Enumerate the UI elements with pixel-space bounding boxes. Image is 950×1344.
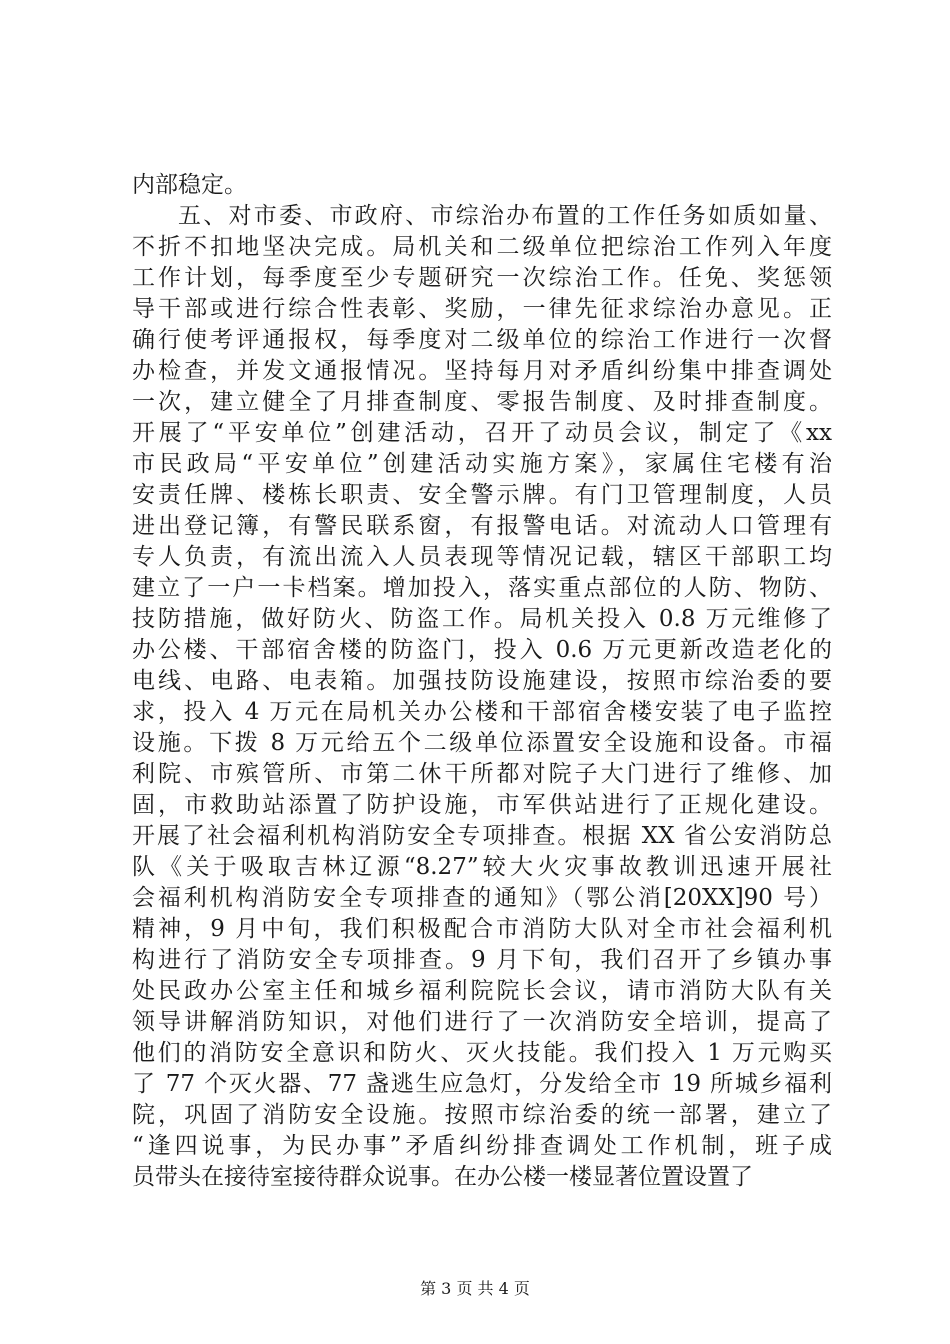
text-line: 安责任牌、楼栋长职责、安全警示牌。有门卫管理制度，人员 bbox=[132, 482, 832, 508]
text-line: 内部稳定。 bbox=[132, 172, 247, 198]
text-line: “逢四说事，为民办事”矛盾纠纷排查调处工作机制，班子成 bbox=[132, 1133, 832, 1159]
text-line: 构进行了消防安全专项排查。9 月下旬，我们召开了乡镇办事 bbox=[132, 947, 832, 973]
text-line: 求，投入 4 万元在局机关办公楼和干部宿舍楼安装了电子监控 bbox=[132, 699, 832, 725]
text-line: 一次，建立健全了月排查制度、零报告制度、及时排查制度。 bbox=[132, 389, 832, 415]
text-line: 市民政局“平安单位”创建活动实施方案》，家属住宅楼有治 bbox=[132, 451, 832, 477]
text-line: 队《关于吸取吉林辽源“8.27”较大火灾事故教训迅速开展社 bbox=[132, 854, 832, 880]
text-line: 了 77 个灭火器、77 盏逃生应急灯，分发给全市 19 所城乡福利 bbox=[132, 1071, 832, 1097]
text-line: 领导讲解消防知识，对他们进行了一次消防安全培训，提高了 bbox=[132, 1009, 832, 1035]
text-line: 不折不扣地坚决完成。局机关和二级单位把综治工作列入年度 bbox=[132, 234, 832, 260]
text-line: 确行使考评通报权，每季度对二级单位的综治工作进行一次督 bbox=[132, 327, 832, 353]
text-line: 办检查，并发文通报情况。坚持每月对矛盾纠纷集中排查调处 bbox=[132, 358, 832, 384]
text-line: 利院、市殡管所、市第二休干所都对院子大门进行了维修、加 bbox=[132, 761, 832, 787]
body-text bbox=[132, 170, 832, 1193]
text-line: 开展了社会福利机构消防安全专项排查。根据 XX 省公安消防总 bbox=[132, 823, 832, 849]
text-line: 固，市救助站添置了防护设施，市军供站进行了正规化建设。 bbox=[132, 792, 832, 818]
text-line: 精神，9 月中旬，我们积极配合市消防大队对全市社会福利机 bbox=[132, 916, 832, 942]
text-line: 设施。下拨 8 万元给五个二级单位添置安全设施和设备。市福 bbox=[132, 730, 832, 756]
text-line: 五、对市委、市政府、市综治办布置的工作任务如质如量、 bbox=[178, 203, 832, 229]
text-line: 专人负责，有流出流入人员表现等情况记载，辖区干部职工均 bbox=[132, 544, 832, 570]
text-line: 技防措施，做好防火、防盗工作。局机关投入 0.8 万元维修了 bbox=[132, 606, 832, 632]
text-line: 他们的消防安全意识和防火、灭火技能。我们投入 1 万元购买 bbox=[132, 1040, 832, 1066]
text-line: 电线、电路、电表箱。加强技防设施建设，按照市综治委的要 bbox=[132, 668, 832, 694]
text-line: 开展了“平安单位”创建活动，召开了动员会议，制定了《xx bbox=[132, 420, 832, 446]
text-line: 工作计划，每季度至少专题研究一次综治工作。任免、奖惩领 bbox=[132, 265, 832, 291]
text-line: 导干部或进行综合性表彰、奖励，一律先征求综治办意见。正 bbox=[132, 296, 832, 322]
page-footer: 第 3 页 共 4 页 bbox=[420, 1279, 530, 1298]
text-line: 建立了一户一卡档案。增加投入，落实重点部位的人防、物防、 bbox=[132, 575, 832, 601]
text-line: 办公楼、干部宿舍楼的防盗门，投入 0.6 万元更新改造老化的 bbox=[132, 637, 832, 663]
text-line: 会福利机构消防安全专项排查的通知》（鄂公消[20XX]90 号） bbox=[132, 885, 832, 911]
text-line: 进出登记簿，有警民联系窗，有报警电话。对流动人口管理有 bbox=[132, 513, 832, 539]
text-line: 院，巩固了消防安全设施。按照市综治委的统一部署，建立了 bbox=[132, 1102, 832, 1128]
text-line: 员带头在接待室接待群众说事。在办公楼一楼显著位置设置了 bbox=[132, 1164, 753, 1190]
text-line: 处民政办公室主任和城乡福利院院长会议，请市消防大队有关 bbox=[132, 978, 832, 1004]
